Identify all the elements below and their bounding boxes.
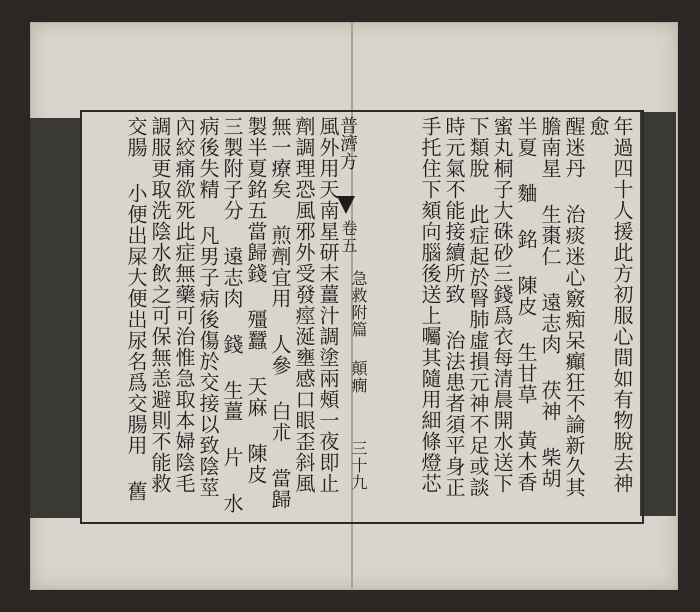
page-edge-left [30, 118, 82, 518]
sub-label: 顛癇 [349, 360, 368, 394]
text-column: 調服更取洗陰水飲之可保無恙避則不能救 [148, 116, 172, 494]
text-column: 膽南星 生棗仁 遠志肉 茯神 柴胡 [538, 116, 562, 489]
text-column: 交腸 小便出屎大便出尿名爲交腸用 舊 [124, 116, 148, 502]
section-label: 急救附篇 [349, 270, 368, 338]
text-column: 手托住下頦向腦後送上囑其隨用細條燈芯 [418, 116, 442, 494]
text-column: 製半夏銘五當歸錢 殭蠶 天麻 陳皮 [244, 116, 268, 485]
chapter-label: 卷五 [339, 220, 358, 254]
page-edge-right [640, 112, 676, 516]
text-column: 年過四十人援此方初服心間如有物脫去神 [610, 116, 634, 494]
text-column: 半夏 麯 銘 陳皮 生甘草 黃木香 [514, 116, 538, 493]
text-column: 三製附子分 遠志肉 錢 生薑 片 水 [220, 116, 244, 514]
text-column: 愈 [586, 116, 610, 137]
text-column: 時元氣不能接續所致 治法患者須平身正 [442, 116, 466, 498]
text-column: 下類脫 此症起於腎肺虛損元神不足或談 [466, 116, 490, 498]
text-column: 風外用天南星研末薑汁調塗兩頰一夜即止 [316, 116, 340, 494]
text-column: 蜜丸桐子大硃砂三錢爲衣每清晨開水送下 [490, 116, 514, 494]
text-column: 病後失精 凡男子病後傷於交接以致陰莖 [196, 116, 220, 498]
text-column: 醒迷丹 治痰迷心竅痴呆癲狂不論新久其 [562, 116, 586, 498]
text-column: 劑調理恐風邪外受發痙涎壅感口眼歪斜風 [292, 116, 316, 494]
page-number: 三十九 [349, 440, 368, 491]
text-column: 內絞痛欲死此症無藥可治惟急取本婦陰毛 [172, 116, 196, 494]
book-title: 普濟方 [337, 116, 358, 170]
text-column: 無一療矣 煎劑宜用 人參 白朮 當歸 [268, 116, 292, 510]
